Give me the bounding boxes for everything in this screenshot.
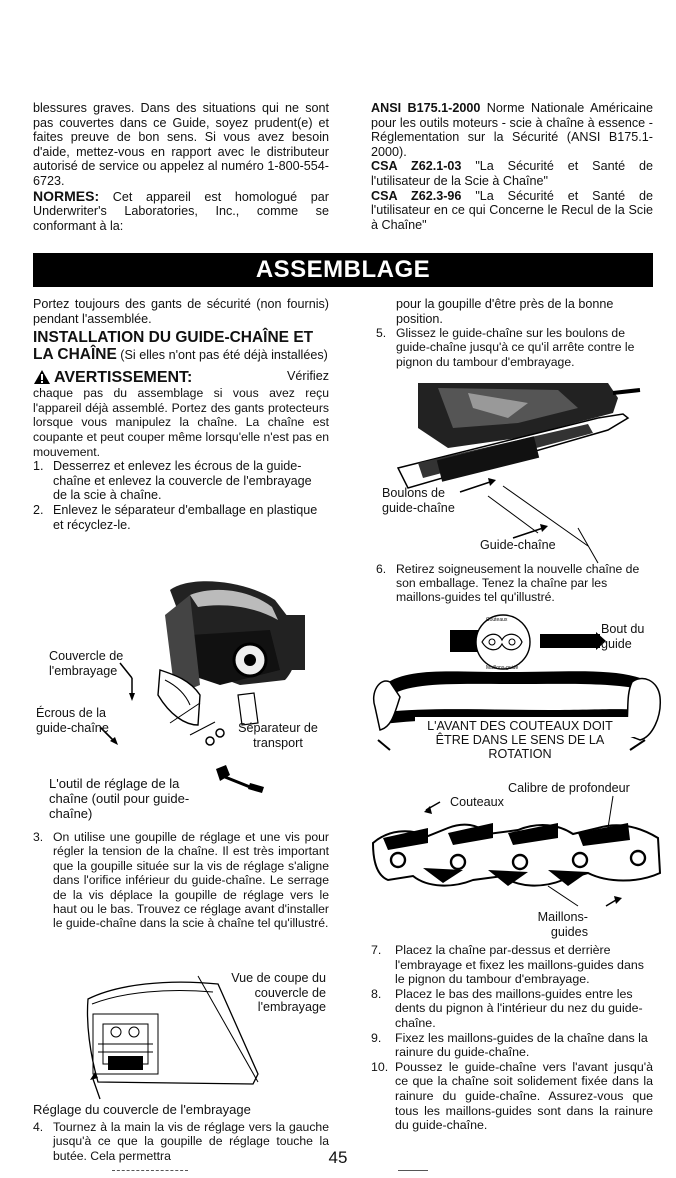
step-text: Poussez le guide-chaîne vers l'avant jusqu'à ce que la chaîne soit solidement fixée dans la rainure du guide-chaîne. Assurez-vous que tous les maillons-guides sont dans la rainure du guide-chaîne. — [395, 1059, 653, 1133]
step-text: Placez le bas des maillons-guides entre les dents du pignon à l'intérieur du nez du guide-chaîne. — [395, 986, 643, 1030]
steps-list-7-10 — [371, 943, 653, 1133]
step-number: 5. — [376, 326, 387, 341]
step-6 — [376, 562, 653, 605]
step-5 — [376, 326, 653, 369]
warning-block — [33, 369, 329, 386]
normes-label: NORMES: — [33, 187, 100, 204]
step-text: Fixez les maillons-guides de la chaîne dans la rainure du guide-chaîne. — [395, 1030, 648, 1060]
install-heading: INSTALLATION DU GUIDE-CHAÎNE ET LA CHAÎNE — [33, 329, 314, 364]
footer-rule-right — [398, 1170, 428, 1171]
step-number: 10. — [371, 1059, 389, 1074]
step-3 — [33, 830, 329, 931]
chainsaw-clutch-figure — [40, 575, 340, 805]
figure-caption-clutch: Réglage du couvercle de l'embrayage — [33, 1102, 251, 1117]
label-bar-tip: Bout du guide — [601, 622, 645, 651]
step-number: 2. — [33, 502, 44, 517]
step-text: Tournez à la main la vis de réglage vers la gauche jusqu'à ce que la goupille de réglage touche la butée. Cela permettra — [53, 1120, 329, 1163]
step-text: Desserrez et enlevez les écrous de la guide-chaîne et enlevez la couvercle de l'embrayage de la scie à chaîne. — [53, 459, 312, 503]
label-depth-gauge: Calibre de profondeur — [508, 781, 630, 795]
warning-label: AVERTISSEMENT: — [54, 369, 193, 387]
label-guide-bar: Guide-chaîne — [480, 538, 556, 552]
step-4-continued: pour la goupille d'être près de la bonne position. — [396, 297, 614, 326]
step-text: Retirez soigneusement la nouvelle chaîne de son emballage. Tenez la chaîne par les maillons-guides tel qu'illustré. — [396, 562, 640, 605]
ansi-paragraph — [371, 101, 653, 159]
normes-paragraph — [33, 189, 329, 234]
label-cutters: Couteaux — [450, 795, 504, 809]
page-number: 45 — [328, 1148, 348, 1167]
normes-text: Cet appareil est homologué par Underwriter's Laboratories, Inc., comme se conformant à la: — [33, 189, 329, 233]
ansi-text: Norme Nationale Américaine pour les outils moteurs - scie à chaîne à essence - Réglementation sur la Sécurité (ANSI B175.1-2000). — [371, 101, 653, 159]
step-number: 1. — [33, 459, 44, 474]
step-number: 6. — [376, 562, 387, 576]
csa2-paragraph — [371, 189, 653, 233]
install-heading-note: (Si elles n'ont pas été déjà installées) — [116, 348, 328, 363]
steps-list-5 — [376, 326, 653, 369]
csa1-label: CSA Z62.1-03 — [371, 159, 462, 174]
label-bar-bolts: Boulons de guide-chaîne — [382, 486, 455, 515]
ansi-label: ANSI B175.1-2000 — [371, 101, 481, 115]
step-number: 8. — [371, 986, 382, 1001]
step-8 — [371, 987, 653, 1031]
left-column — [33, 297, 329, 532]
csa2-label: CSA Z62.3-96 — [371, 188, 462, 203]
label-section-view: Vue de coupe du couvercle de l'embrayage — [231, 971, 326, 1015]
step-text: Enlevez le séparateur d'emballage en plastique et récyclez-le. — [53, 502, 318, 532]
step-text: On utilise une goupille de réglage et une vis pour régler la tension de la chaîne. Il est très important que la goupille située sur la vis de réglage s'aligne dans l'orifice inférieur du guide-chaîne. Le serrage de la vis déplace la goupille de réglage vers le haut ou le bas. Trouvez ce réglage avant d'installer le guide-chaîne dans la scie à chaîne tel qu'illustré. — [53, 830, 329, 931]
top-left-column — [33, 101, 329, 233]
install-heading-block — [33, 329, 329, 363]
label-clutch-cover: Couvercle de l'embrayage — [49, 649, 124, 678]
steps-list-3 — [33, 830, 329, 931]
label-bar-nuts: Écrous de la guide-chaîne — [36, 706, 109, 735]
warning-lead: Vérifiez — [287, 369, 329, 384]
csa1-text: "La Sécurité et Santé de l'utilisateur de la Scie à Chaîne" — [371, 159, 653, 188]
warning-triangle-icon — [33, 369, 51, 385]
gloves-paragraph: Portez toujours des gants de sécurité (non fournis) pendant l'assemblée. — [33, 297, 329, 326]
steps-list-1 — [33, 459, 329, 532]
step-3-block — [33, 830, 329, 931]
footer-rule — [112, 1170, 188, 1171]
csa2-text: "La Sécurité et Santé de l'utilisateur en ce qui Concerne le Recul de la Scie à Chaîne" — [371, 188, 653, 232]
step-9 — [371, 1031, 653, 1060]
top-right-column — [371, 101, 653, 232]
steps-list-6 — [376, 562, 653, 605]
right-column-top — [376, 297, 653, 369]
label-small-drive-links: Maillons-guide — [486, 665, 519, 671]
step-number: 3. — [33, 830, 44, 844]
step-7 — [371, 943, 653, 987]
step-text: Glissez le guide-chaîne sur les boulons de guide-chaîne jusqu'à ce qu'il arrête contre le pignon du tambour d'embrayage. — [396, 326, 635, 369]
step-number: 9. — [371, 1030, 382, 1045]
intro-paragraph: blessures graves. Dans des situations qui ne sont pas couvertes dans ce Guide, soyez prudent(e) et faites preuve de bon sens. Si vous avez besoin d'aide, mettez-vous en rapport avec le distributeur autorisé de service ou appelez al numéro 1-800-554-6723. — [33, 101, 329, 188]
csa1-paragraph — [371, 159, 653, 188]
step-2 — [33, 503, 329, 532]
step-number: 4. — [33, 1120, 44, 1134]
label-cutter-direction: L'AVANT DES COUTEAUX DOIT ÊTRE DANS LE SENS DE LA ROTATION — [427, 719, 613, 761]
label-small-cutters: Couteaux — [486, 617, 508, 623]
label-drive-links: Maillons-guides — [537, 910, 588, 939]
warning-text: chaque pas du assemblage si vous avez reçu l'appareil déjà assemblé. Portez des gants protecteurs lorsque vous manipulez la chaîne. La chaîne est coupante et peut couper même lorsqu'elle n'est pas en mouvement. — [33, 386, 329, 459]
section-banner — [33, 253, 653, 287]
step-1 — [33, 459, 329, 503]
step-number: 7. — [371, 943, 382, 957]
label-separator: Séparateur de transport — [238, 721, 318, 750]
step-6-block — [376, 562, 653, 605]
label-adjust-tool: L'outil de réglage de la chaîne (outil pour guide-chaîne) — [49, 776, 190, 821]
step-10 — [371, 1060, 653, 1133]
right-column-bottom — [371, 943, 653, 1133]
section-title: ASSEMBLAGE — [255, 256, 431, 283]
step-text: Placez la chaîne par-dessus et derrière l'embrayage et fixez les maillons-guides dans le pignon du tambour d'embrayage. — [395, 943, 644, 987]
chain-closeup-figure — [368, 788, 668, 928]
